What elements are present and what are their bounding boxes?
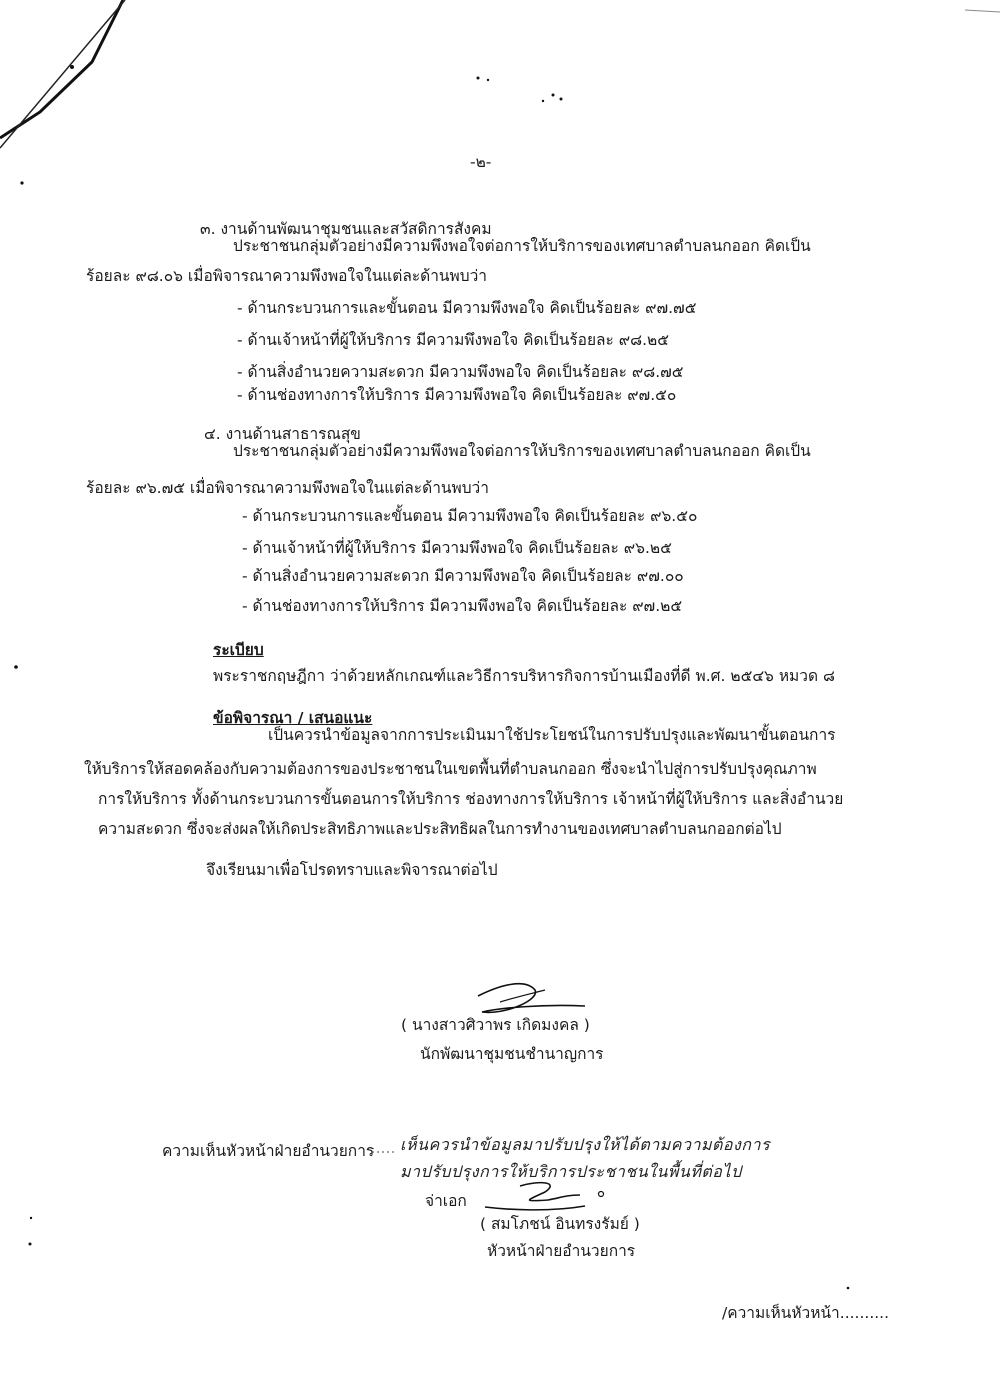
section3-item: - ด้านช่องทางการให้บริการ มีความพึงพอใจ คิดเป็นร้อยละ ๙๗.๕๐: [237, 386, 677, 404]
page-number: -๒-: [470, 153, 492, 171]
section3-intro-line2: ร้อยละ ๙๘.๐๖ เมื่อพิจารณาความพึงพอใจในแต่ละด้านพบว่า: [86, 267, 487, 285]
recommendation-line: เป็นควรนำข้อมูลจากการประเมินมาใช้ประโยชน์ในการปรับปรุงและพัฒนาขั้นตอนการ: [268, 726, 836, 744]
regulation-text: พระราชกฤษฎีกา ว่าด้วยหลักเกณฑ์และวิธีการบริหารกิจการบ้านเมืองที่ดี พ.ศ. ๒๕๔๖ หมวด ๘: [213, 667, 835, 685]
recommendation-line: ให้บริการให้สอดคล้องกับความต้องการของประชาชนในเขตพื้นที่ตำบลนกออก ซึ่งจะนำไปสู่การปรับปรุงคุณภาพ: [84, 760, 817, 778]
head-position: หัวหน้าฝ่ายอำนวยการ: [487, 1242, 636, 1260]
section3-heading: ๓. งานด้านพัฒนาชุมชนและสวัสดิการสังคม: [200, 220, 492, 238]
regulation-heading: ระเบียบ: [213, 641, 264, 659]
section3-intro-line1: ประชาชนกลุ่มตัวอย่างมีความพึงพอใจต่อการให้บริการของเทศบาลตำบลนกออก คิดเป็น: [233, 237, 811, 255]
head-name: ( สมโภชน์ อินทรงรัมย์ ): [480, 1215, 640, 1233]
section4-item: - ด้านเจ้าหน้าที่ผู้ให้บริการ มีความพึงพอใจ คิดเป็นร้อยละ ๙๖.๒๕: [242, 539, 672, 557]
section3-item: - ด้านสิ่งอำนวยความสะดวก มีความพึงพอใจ คิดเป็นร้อยละ ๙๘.๗๕: [237, 363, 684, 381]
section4-item: - ด้านสิ่งอำนวยความสะดวก มีความพึงพอใจ คิดเป็นร้อยละ ๙๗.๐๐: [242, 567, 684, 585]
section4-item: - ด้านช่องทางการให้บริการ มีความพึงพอใจ คิดเป็นร้อยละ ๙๗.๒๕: [242, 597, 683, 615]
closing-text: จึงเรียนมาเพื่อโปรดทราบและพิจารณาต่อไป: [206, 861, 498, 879]
recommendation-heading: ข้อพิจารณา / เสนอแนะ: [213, 709, 373, 727]
recommendation-line: การให้บริการ ทั้งด้านกระบวนการขั้นตอนการให้บริการ ช่องทางการให้บริการ เจ้าหน้าที่ผู้ให้บริการ และสิ่งอำนวย: [98, 790, 844, 808]
recommendation-line: ความสะดวก ซึ่งจะส่งผลให้เกิดประสิทธิภาพและประสิทธิผลในการทำงานของเทศบาลตำบลนกออกต่อไป: [98, 820, 782, 838]
signer1-name: ( นางสาวศิวาพร เกิดมงคล ): [401, 1016, 590, 1034]
section4-intro-line2: ร้อยละ ๙๖.๗๕ เมื่อพิจารณาความพึงพอใจในแต่ละด้านพบว่า: [86, 479, 489, 497]
section3-item: - ด้านกระบวนการและขั้นตอน มีความพึงพอใจ คิดเป็นร้อยละ ๙๗.๗๕: [237, 299, 697, 317]
signer1-position: นักพัฒนาชุมชนชำนาญการ: [420, 1045, 604, 1063]
handwritten-opinion-line1: เห็นควรนำข้อมูลมาปรับปรุงให้ได้ตามความต้องการ: [400, 1135, 771, 1154]
section4-heading: ๔. งานด้านสาธารณสุข: [204, 425, 361, 443]
head-rank: จ่าเอก: [425, 1192, 467, 1210]
continuation-note: /ความเห็นหัวหน้า..........: [722, 1304, 890, 1322]
section4-intro-line1: ประชาชนกลุ่มตัวอย่างมีความพึงพอใจต่อการให้บริการของเทศบาลตำบลนกออก คิดเป็น: [233, 442, 811, 460]
section3-item: - ด้านเจ้าหน้าที่ผู้ให้บริการ มีความพึงพอใจ คิดเป็นร้อยละ ๙๘.๒๕: [237, 331, 669, 349]
section4-item: - ด้านกระบวนการและขั้นตอน มีความพึงพอใจ คิดเป็นร้อยละ ๙๖.๕๐: [242, 507, 698, 525]
head-opinion-label: ความเห็นหัวหน้าฝ่ายอำนวยการ: [162, 1142, 375, 1160]
handwritten-opinion-line2: มาปรับปรุงการให้บริการประชาชนในพื้นที่ต่อไป: [400, 1162, 742, 1181]
